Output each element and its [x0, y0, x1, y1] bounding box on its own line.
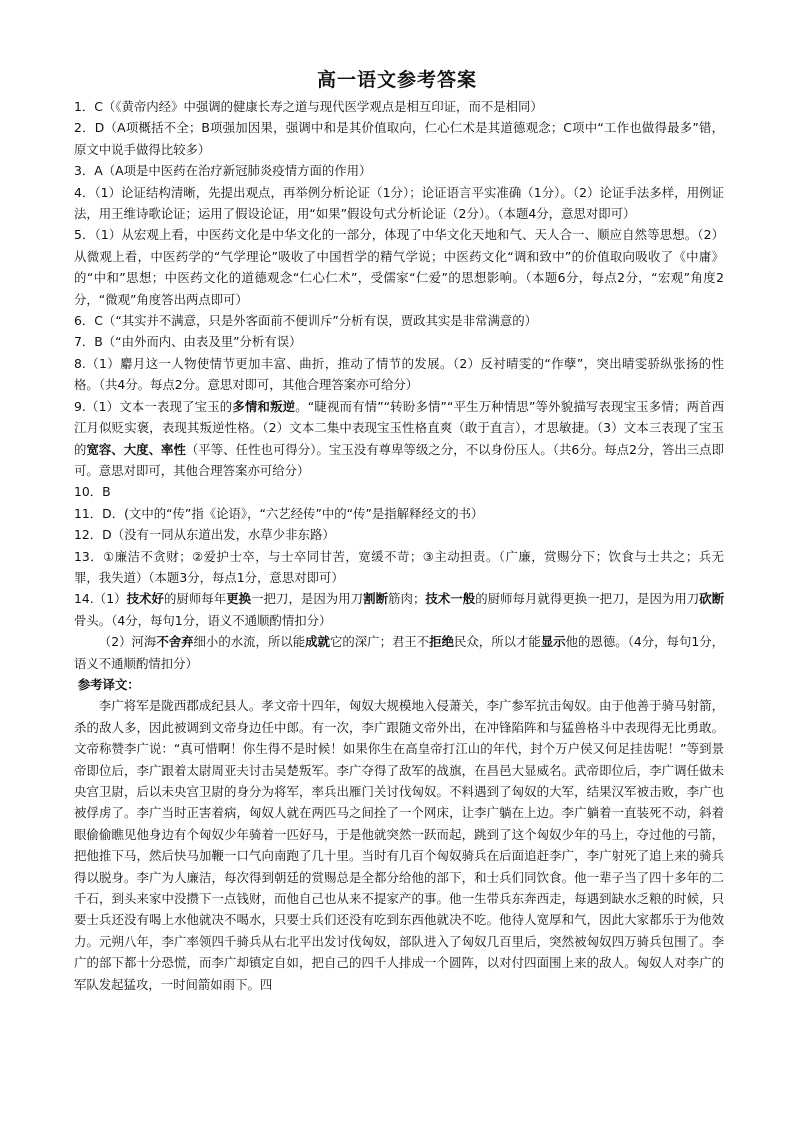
answer-9	[74, 396, 724, 482]
answer-14-1-text-5: 骨头。（4分，每句1分，语义不通顺酌情扣分）	[74, 612, 332, 628]
answer-8: 8.（1）麝月这一人物使情节更加丰富、曲折，推动了情节的发展。（2）反衬晴雯的“作孽”，突出晴雯骄纵张扬的性格。（共4分。每点2分。意思对即可，其他合理答案亦可给分）	[74, 355, 724, 393]
answer-5: 5．（1）从宏观上看，中医药文化是中华文化的一部分，体现了中华文化天地和气、天人合一、顺应自然等思想。（2）从微观上看，中医药学的“气学理论”吸收了中国哲学的精气学说；中医药文化“调和致中”的价值取向吸收了《中庸》的“中和”思想；中医药文化的道德观念“仁心仁术”，受儒家“仁爱”的思想影响。（本题6分，每点2分，“宏观”角度2分，“微观”角度答出两点即可）	[74, 227, 724, 307]
answer-14-2-text-0: （2）河海	[98, 634, 157, 650]
answer-14-1-text-3: 筋肉；	[388, 591, 426, 607]
answer-14-2-text-4: 他的恩德。（4分，每句1分，语义不通顺酌情扣分）	[74, 634, 725, 671]
answer-6: 6．C（“其实并不满意，只是外客面前不便训斥”分析有误，贾政其实是非常满意的）	[74, 313, 538, 329]
translation-heading: 参考译文：	[77, 676, 140, 692]
answer-14-1-keyword-2: 更换	[226, 591, 252, 607]
answer-14-2-keyword-2: 成就	[305, 634, 330, 650]
answer-14-2-keyword-1: 不舍弃	[156, 634, 194, 650]
answer-9-text-1: 9.（1）文本一表现了宝玉的	[74, 398, 233, 414]
answer-14-1-text-4: 的厨师每月就得更换一把刀，是因为用刀	[475, 591, 700, 607]
answer-14-2-keyword-4: 显示	[540, 634, 566, 650]
answer-14-1-text-2: 一把刀，是因为用刀	[251, 591, 364, 607]
answer-3: 3．A（A项是中医药在治疗新冠肺炎疫情方面的作用）	[74, 163, 372, 179]
answer-14-2-text-3: 民众，所以才能	[454, 634, 541, 650]
translation-body: 李广将军是陇西郡成纪县人。孝文帝十四年，匈奴大规模地入侵萧关，李广参军抗击匈奴。由于他善于骑马射箭，杀的敌人多，因此被调到文帝身边任中郎。有一次，李广跟随文帝外出，在冲锋陷阵和与猛兽格斗中表现得无比勇敢。文帝称赞李广说：“真可惜啊！你生得不是时候！如果你生在高皇帝打江山的年代，封个万户侯又何足挂齿呢！”等到景帝即位后，李广跟着太尉周亚夫讨击吴楚叛军。李广夺得了敌军的战旗，在昌邑大显威名。武帝即位后，李广调任做未央宫卫尉，后以未央宫卫尉的身分为将军，率兵出雁门关讨伐匈奴。不料遇到了匈奴的大军，结果汉军被击败，李广也被俘虏了。李广当时正害着病，匈奴人就在两匹马之间拴了一个网床，让李广躺在上边。李广躺着一直装死不动，斜着眼偷偷瞧见他身边有个匈奴少年骑着一匹好马，于是他就突然一跃而起，跳到了这个匈奴少年的马上，夺过他的弓箭，把他推下马，然后快马加鞭一口气向南跑了几十里。当时有几百个匈奴骑兵在后面追赶李广，李广射死了追上来的骑兵得以脱身。李广为人廉洁，每次得到朝廷的赏赐总是全都分给他的部下，和士兵们同饮食。他一辈子当了四十多年的二千石，到头来家中没攒下一点钱财，而他自己也从来不提家产的事。他一生带兵东奔西走，每遇到缺水乏粮的时候，只要士兵还没有喝上水他就决不喝水，只要士兵们还没有吃到东西他就决不吃。他待人宽厚和气，因此大家都乐于为他效力。元朔八年，李广率领四千骑兵从右北平出发讨伐匈奴，部队进入了匈奴几百里后，突然被匈奴四万骑兵包围了。李广的部下都十分恐慌，而李广却镇定自如，把自己的四千人排成一个圆阵，以对付四面围上来的敌人。匈奴人对李广的军队发起猛攻，一时间箭如雨下。四	[74, 698, 724, 992]
answer-14-1-text-1: 的厨师每年	[163, 591, 227, 607]
answer-14-1-keyword-4: 技术一般	[425, 591, 476, 607]
answer-14-part-2	[74, 631, 724, 674]
answer-9-keyword-2: 宽容、大度、率性	[86, 441, 186, 457]
answer-14-2-text-1: 细小的水流，所以能	[193, 634, 306, 650]
answer-14-1-keyword-3: 割断	[363, 591, 389, 607]
answer-11: 11．D．(文中的“传”指《论语》，“六艺经传”中的“传”是指解释经文的书）	[74, 505, 484, 521]
answer-7: 7．B（“由外而内、由表及里”分析有误）	[74, 334, 302, 350]
answer-9-text-2: 。“睫视而有情”“转盼多情”“平生万种情思”等外貌描写表现宝玉多情；两首西江月似贬实褒，表现其叛逆性格。（2）文本二集中表现宝玉性格直爽（敢于直言），才思敏捷。（3）文本三表现了宝玉的	[74, 398, 724, 457]
answer-9-keyword-1: 多情和叛逆	[232, 398, 296, 414]
answer-14-2-keyword-3: 拒绝	[429, 634, 454, 650]
answer-10: 10．B	[74, 484, 111, 500]
answer-9-text-3: （平等、任性也可得分）。宝玉没有尊卑等级之分，不以身份压人。（共6分。每点2分，答出三点即可。意思对即可，其他合理答案亦可给分）	[74, 441, 725, 478]
answer-13: 13．①廉洁不贪财；②爱护士卒，与士卒同甘苦，宽缓不苛；③主动担责。（广廉，赏赐分下；饮食与士共之；兵无罪，我失道）（本题3分，每点1分，意思对即可）	[74, 548, 724, 585]
answer-14-2-text-2: 它的深广；君王不	[329, 634, 430, 650]
answer-1: 1．C（《黄帝内经》中强调的健康长寿之道与现代医学观点是相互印证，而不是相同）	[74, 99, 543, 114]
answer-4: 4．（1）论证结构清晰，先提出观点，再举例分析论证（1分）；论证语言平实准确（1分）。（2）论证手法多样，用例证法，用王维诗歌论证；运用了假设论证，用“如果”假设句式分析论证（2分）。（本题4分，意思对即可）	[74, 184, 724, 222]
page-title: 高一语文参考答案	[316, 69, 477, 91]
answer-list	[74, 96, 724, 995]
answer-12: 12．D（没有一同从东道出发，水草少非东路）	[74, 527, 335, 543]
answer-2: 2．D（A项概括不全；B项强加因果，强调中和是其价值取向，仁心仁术是其道德观念；C项中“工作也做得最多”错，原文中说手做得比较多）	[74, 120, 724, 157]
answer-14-1-keyword-1: 技术好	[126, 591, 164, 607]
answer-14-part-1	[74, 588, 724, 631]
answer-14-1-keyword-5: 砍断	[699, 591, 725, 607]
answer-14-1-text-0: 14.（1）	[74, 591, 127, 607]
